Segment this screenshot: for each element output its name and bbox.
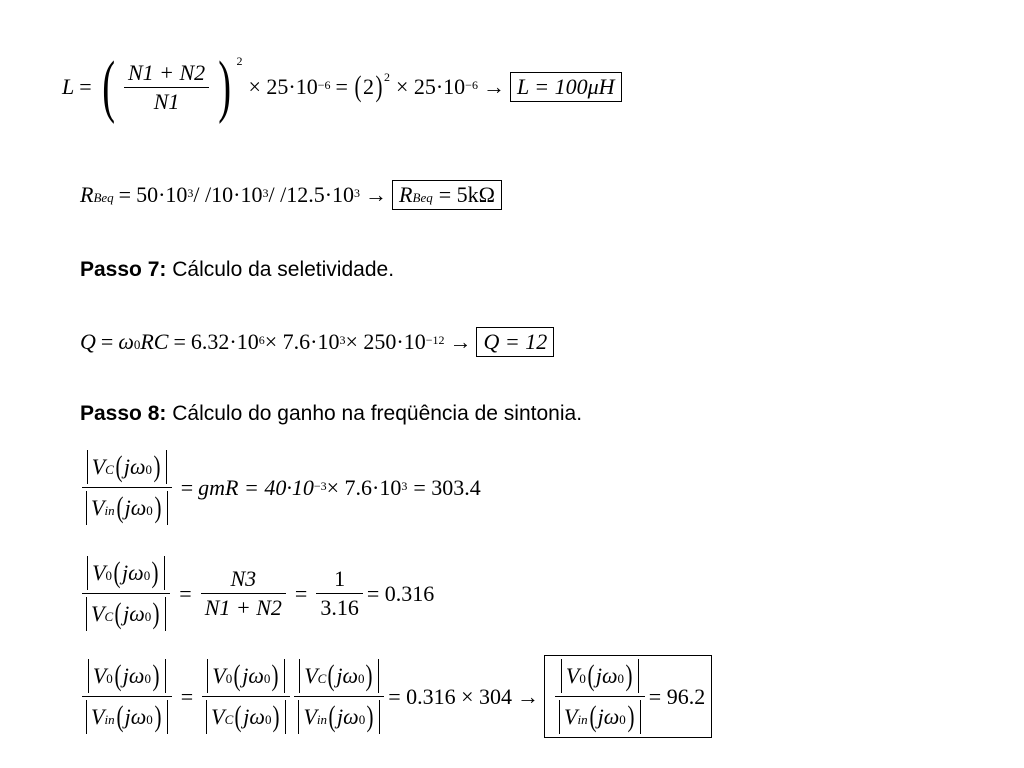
eq-l-lhs: L	[62, 74, 75, 99]
equation-gain-v0-vc: V 0 ( j ω 0 ) V C ( j ω 0 ) = $\frac{N3}{N1 + N2}$ = $\frac{1}{3.16}$ = 0.316	[78, 556, 434, 631]
equation-inductance: L = ( $\frac{N1 + N2}{N1}$ ) 2 × 25·10 −6 = ( 2 ) 2 × 25·10 −6 → L = 100μH	[62, 52, 622, 122]
equation-resistance: R Beq = 50·10 3 / /10·10 3 / /12.5·10 3 → R Beq = 5kΩ	[80, 180, 502, 210]
equation-total-gain: V 0 ( j ω 0 ) V in ( j ω 0 ) = V 0 ( j ω 0 ) V C ( j ω 0 ) V C ( j ω 0 ) V in ( j ω 0 ) = 0.316 × 304 → V 0 ( j ω 0 ) V in ( j ω 0 ) = 96.2	[78, 655, 712, 738]
eq-l-fraction: $\frac{N1 + N2}{N1}$	[124, 62, 209, 113]
equation-quality-factor: Q = ω 0 RC = 6.32·10 6 × 7.6·10 3 × 250·10 −12 → Q = 12	[80, 327, 554, 357]
result-box-resistance: R Beq = 5kΩ	[392, 180, 502, 210]
result-box-inductance: L = 100μH	[510, 72, 622, 102]
equation-gain-vc-vin: V C ( j ω 0 ) V in ( j ω 0 ) = gmR = 40·10 −3 × 7.6·10 3 = 303.4	[78, 450, 481, 525]
result-box-q: Q = 12	[476, 327, 554, 357]
step-7-heading: Passo 7: Cálculo da seletividade.	[80, 258, 395, 281]
result-box-total-gain: V 0 ( j ω 0 ) V in ( j ω 0 ) = 96.2	[544, 655, 712, 738]
step-8-heading: Passo 8: Cálculo do ganho na freqüência de sintonia.	[80, 402, 583, 425]
